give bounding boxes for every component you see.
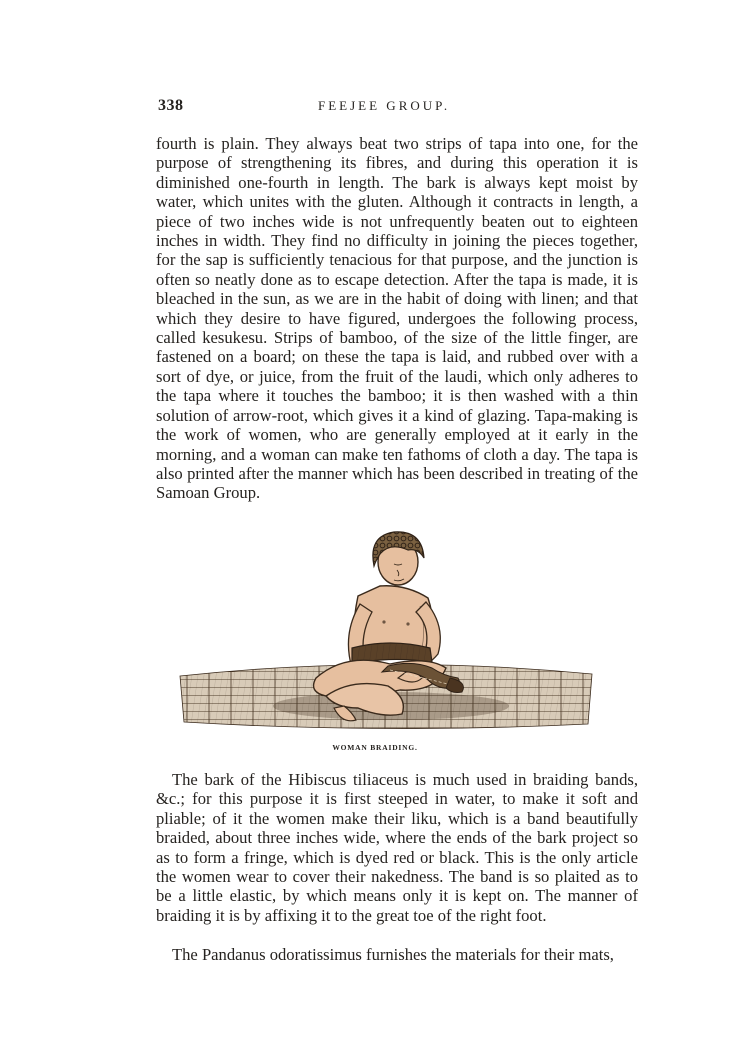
figure-caption: WOMAN BRAIDING. [332,743,418,752]
paragraph-2: The bark of the Hibiscus tiliaceus is much used in braiding bands, &c.; for this purpose it is first steeped in water, to make it soft and pliable; of it the women make their liku, which is a band beautifully braided, about three inches wide, where the ends of the bark project so as to form a fringe, which is dyed red or black. This is the only article the women wear to cover their nakedness. The band is so plaited as to be a little elastic, by which means only it is kept on. The manner of braiding it is by affixing it to the great toe of the right foot. [156,770,638,925]
running-head: FEEJEE GROUP. [318,98,451,113]
woman-braiding-engraving-icon [176,528,596,734]
page-header [158,97,636,121]
paragraph-1: fourth is plain. They always beat two strips of tapa into one, for the purpose of strengthening its fibres, and during this operation it is diminished one-fourth in length. The bark is always kept moist by water, which unites with the gluten. Although it contracts in length, a piece of two inches wide is not unfrequently beaten out to eighteen inches in width. They find no difficulty in joining the pieces together, for the sap is sufficiently tenacious for that purpose, and the junction is often so neatly done as to escape detection. After the tapa is made, it is bleached in the sun, as we are in the habit of doing with linen; and that which they desire to have figured, undergoes the following process, called kesukesu. Strips of bamboo, of the size of the little finger, are fastened on a board; on these the tapa is laid, and rubbed over with a sort of dye, or juice, from the fruit of the laudi, which only adheres to the tapa where it touches the bamboo; it is then washed with a thin solution of arrow-root, which gives it a kind of glazing. Tapa-making is the work of women, who are generally employed at it early in the morning, and a woman can make ten fathoms of cloth a day. The tapa is also printed after the manner which has been described in treating of the Samoan Group. [156,134,638,503]
woman-braiding-illustration [176,528,596,734]
page-number: 338 [158,97,184,114]
paragraph-3: The Pandanus odoratissimus furnishes the materials for their mats, [172,945,614,964]
